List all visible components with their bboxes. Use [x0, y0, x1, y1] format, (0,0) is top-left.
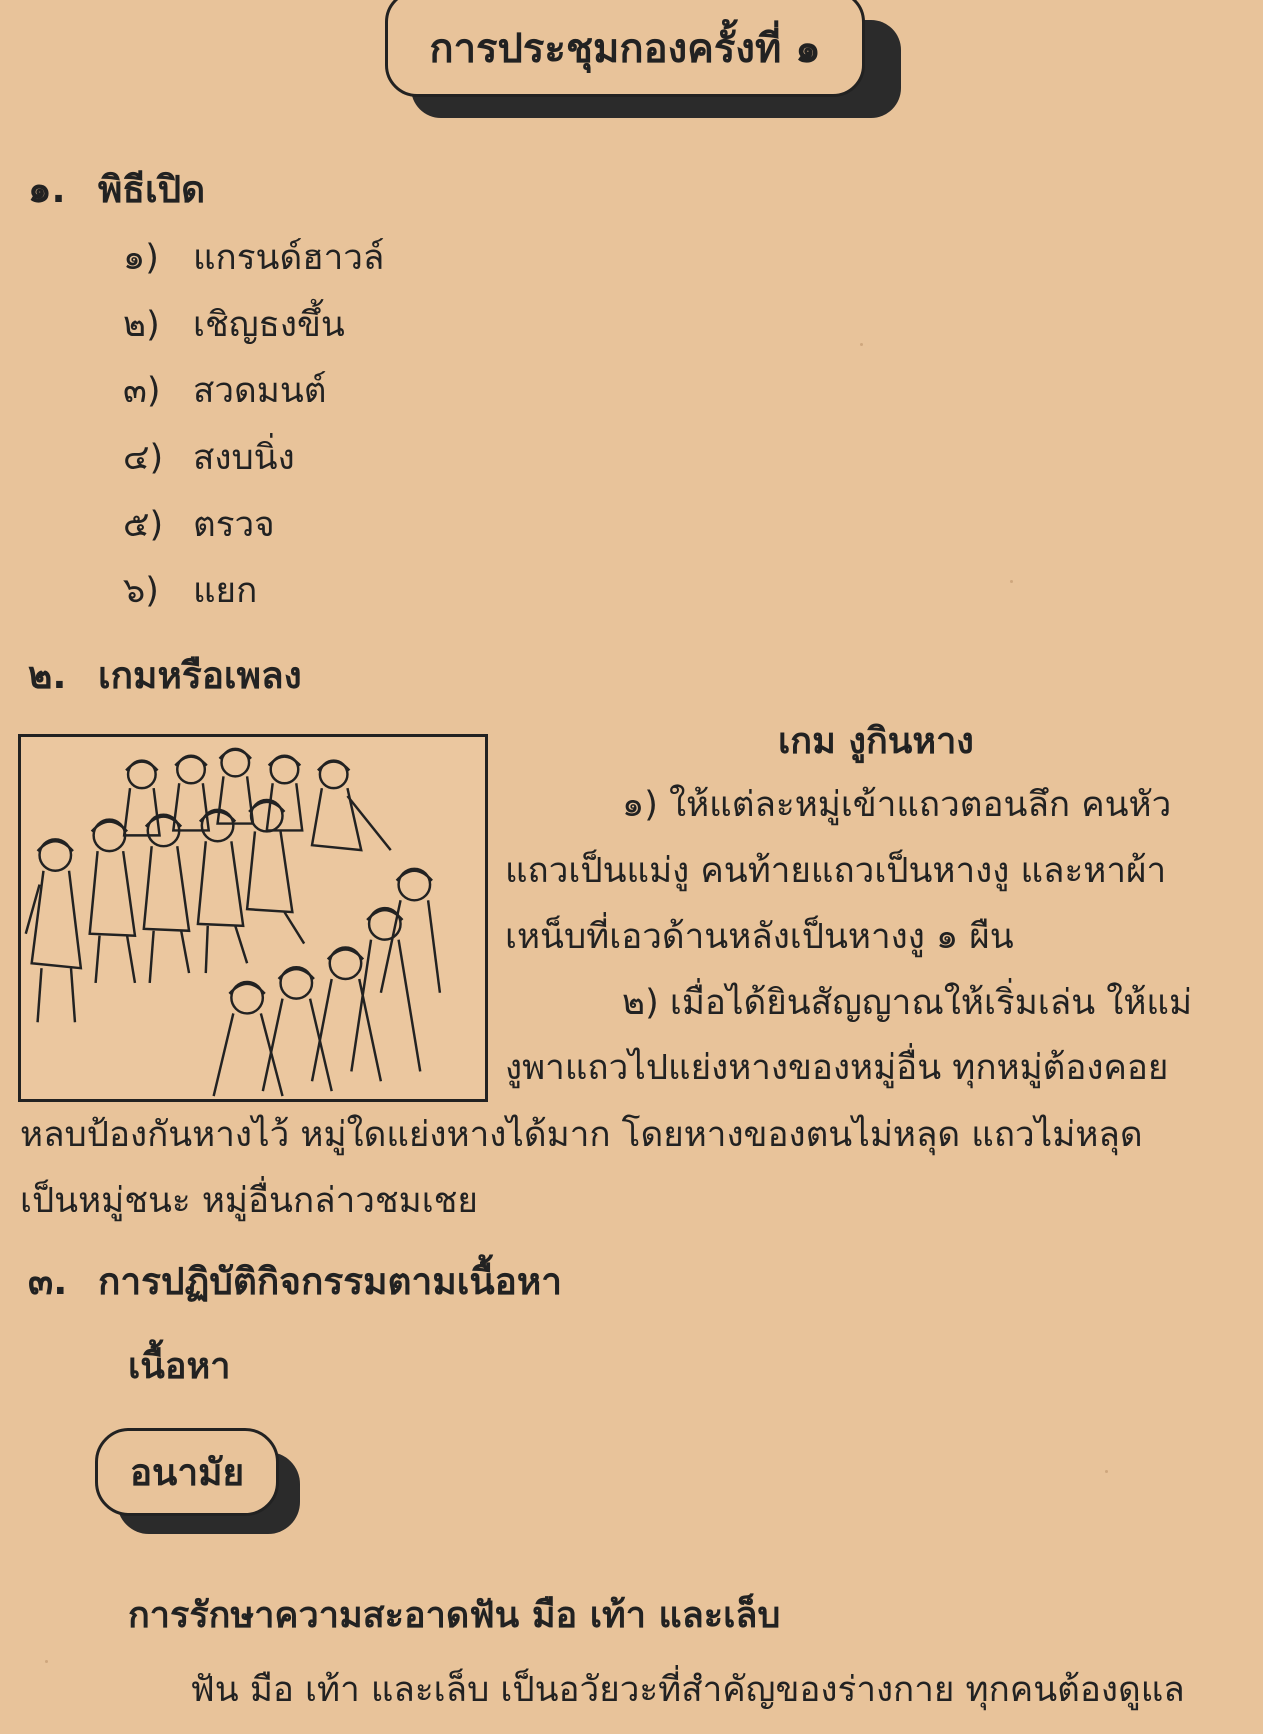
list-item — [123, 230, 384, 285]
section-1-title: พิธีเปิด — [98, 168, 206, 211]
section-2-number: ๒. — [28, 654, 67, 697]
list-item-text: ตรวจ — [193, 505, 275, 545]
paper-speck — [1105, 1470, 1108, 1473]
paragraph-line: ๑) ให้แต่ละหมู่เข้าแถวตอนลึก คนหัว — [622, 785, 1172, 825]
topic-badge — [95, 1428, 305, 1538]
paragraph-line: เป็นหมู่ชนะ หมู่อื่นกล่าวชมเชย — [20, 1181, 478, 1221]
list-item-number: ๑) — [123, 238, 159, 278]
list-item — [123, 497, 275, 552]
paragraph-line: ฟัน มือ เท้า และเล็บ เป็นอวัยวะที่สำคัญของร่างกาย ทุกคนต้องดูแล — [190, 1670, 1185, 1710]
content-subheading: เนื้อหา — [128, 1346, 231, 1387]
page-title: การประชุมกองครั้งที่ ๑ — [385, 0, 865, 97]
list-item-number: ๓) — [123, 371, 161, 411]
list-item-text: แยก — [193, 571, 258, 611]
list-item — [123, 297, 345, 352]
game-title: เกม งูกินหาง — [778, 721, 974, 762]
topic-badge-label: อนามัย — [95, 1428, 279, 1516]
paragraph-line: ๒) เมื่อได้ยินสัญญาณให้เริ่มเล่น ให้แม่ — [622, 983, 1193, 1023]
paragraph-line: เหน็บที่เอวด้านหลังเป็นหางงู ๑ ผืน — [505, 917, 1014, 957]
list-item-number: ๖) — [123, 571, 159, 611]
list-item-text: เชิญธงขึ้น — [193, 305, 345, 345]
paper-speck — [45, 1660, 48, 1663]
section-1-number: ๑. — [28, 168, 66, 211]
section-2-title: เกมหรือเพลง — [98, 654, 302, 697]
list-item — [123, 363, 326, 418]
paragraph-line: แถวเป็นแม่งู คนท้ายแถวเป็นหางงู และหาผ้า — [505, 851, 1167, 891]
list-item-number: ๔) — [123, 438, 164, 478]
list-item-number: ๕) — [123, 505, 164, 545]
paper-speck — [860, 343, 863, 346]
scouts-illustration — [18, 734, 488, 1102]
list-item-text: แกรนด์ฮาวล์ — [193, 238, 385, 278]
list-item-text: สวดมนต์ — [193, 371, 327, 411]
list-item-text: สงบนิ่ง — [193, 438, 295, 478]
section-2-heading — [28, 646, 302, 705]
section-3-number: ๓. — [28, 1260, 68, 1303]
list-item-number: ๒) — [123, 305, 160, 345]
title-banner — [385, 0, 900, 130]
section-3-title: การปฏิบัติกิจกรรมตามเนื้อหา — [98, 1260, 563, 1303]
paragraph-line: หลบป้องกันหางไว้ หมู่ใดแย่งหางได้มาก โดยหางของตนไม่หลุด แถวไม่หลุด — [20, 1115, 1143, 1155]
list-item — [123, 563, 257, 618]
paper-speck — [1010, 580, 1013, 583]
list-item — [123, 430, 295, 485]
section-1-heading — [28, 160, 205, 219]
topic-heading: การรักษาความสะอาดฟัน มือ เท้า และเล็บ — [128, 1595, 781, 1636]
paragraph-line: งูพาแถวไปแย่งหางของหมู่อื่น ทุกหมู่ต้องคอย — [505, 1048, 1169, 1088]
section-3-heading — [28, 1252, 562, 1311]
